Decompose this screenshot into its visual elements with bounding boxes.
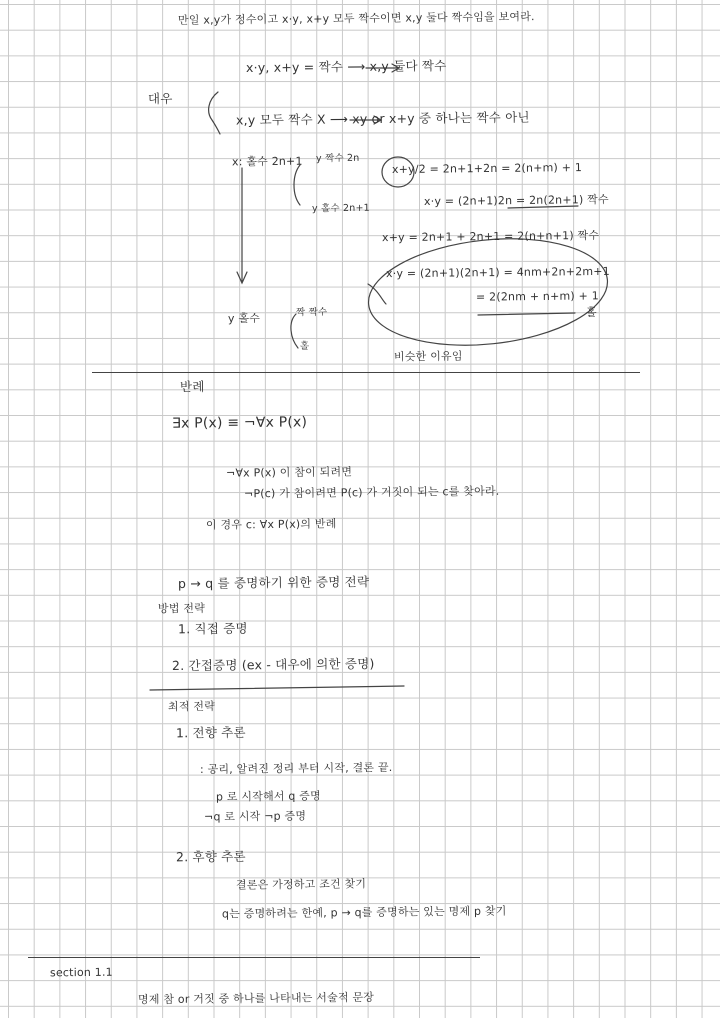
counterexample-line-2: ¬P(c) 가 참이려면 P(c) 가 거짓이 되는 c를 찾아라.	[243, 484, 500, 501]
equation-product-even: x·y = (2n+1)2n = 2n(2n+1) 짝수	[423, 193, 609, 208]
forward-reasoning-title: 1. 전향 추론	[175, 724, 246, 741]
counterexample-line-1: ¬∀x P(x) 이 참이 되려면	[225, 465, 353, 480]
problem-statement: 만일 x,y가 정수이고 x·y, x+y 모두 짝수이면 x,y 둘다 짝수임을 보여라.	[177, 10, 535, 27]
backward-reasoning-title: 2. 후향 추론	[175, 848, 246, 865]
proof-strategy-title: p → q 를 증명하기 위한 증명 전략	[177, 573, 370, 592]
case-y-odd-label: y 홀수	[227, 311, 261, 326]
backward-reasoning-1: 결론은 가정하고 조건 찾기	[235, 877, 367, 892]
contrapositive-line: x,y 모두 짝수 X ⟶ xy or x+y 중 하나는 짝수 아닌	[235, 109, 530, 128]
conclusion-mark: 홀	[585, 305, 597, 320]
forward-reasoning-1: : 공리, 알려진 정리 부터 시작, 결론 끝.	[199, 760, 393, 777]
equation-sum-odd: x+y = 2n+1 + 2n+1 = 2(n+n+1) 짝수	[381, 228, 600, 245]
quantifier-equivalence: ∃x P(x) ≡ ¬∀x P(x)	[171, 414, 308, 432]
similar-reason: 비슷한 이유임	[393, 349, 463, 364]
method-indirect: 2. 간접증명 (ex - 대우에 의한 증명)	[171, 655, 375, 674]
side-label: 대우	[147, 90, 173, 107]
case-y-odd: y 홀수 2n+1	[311, 202, 370, 215]
backward-reasoning-2: q는 증명하려는 한예, p → q를 증명하는 있는 명제 p 찾기	[221, 904, 507, 921]
counterexample-line-3: 이 경우 c: ∀x P(x)의 반례	[205, 517, 337, 532]
method-direct: 1. 직접 증명	[177, 620, 248, 637]
divider-line	[92, 372, 640, 373]
claim-line: x·y, x+y = 짝수 ⟶ x,y 둘다 짝수	[245, 57, 447, 76]
divider-line	[28, 957, 480, 958]
counterexample-title: 반례	[179, 378, 205, 395]
section-label: section 1.1	[49, 965, 113, 980]
equation-sum-even: x+y/2 = 2n+1+2n = 2(n+m) + 1	[391, 161, 583, 176]
forward-reasoning-3: ¬q 로 시작 ¬p 증명	[203, 809, 307, 824]
equation-product-odd: x·y = (2n+1)(2n+1) = 4nm+2n+2m+1	[385, 264, 610, 281]
case-y-even: y 짝수 2n	[315, 152, 360, 165]
proposition-definition: 명제 참 or 거짓 중 하나를 나타내는 서술적 문장	[137, 990, 375, 1007]
forward-reasoning-2: p 로 시작해서 q 증명	[215, 789, 321, 804]
methods-label: 방법 전략	[157, 601, 206, 616]
case-y-sub-even: 짝 짝수	[295, 306, 328, 319]
equation-product-odd-step: = 2(2nm + n+m) + 1	[475, 289, 599, 304]
strategy-label: 최적 전략	[167, 699, 216, 714]
case-x-odd: x: 홀수 2n+1	[231, 154, 303, 169]
case-y-sub-odd: 홀	[299, 340, 310, 353]
